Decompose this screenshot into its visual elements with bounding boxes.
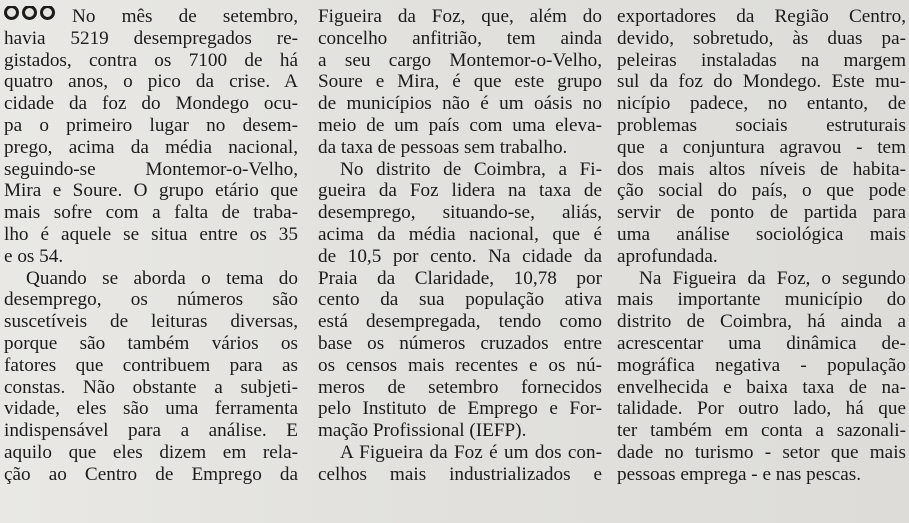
article-column-1 <box>4 6 298 486</box>
text-line: Na Figueira da Foz, o segundo <box>639 267 906 289</box>
text-line: meros de setembro fornecidos <box>318 376 602 398</box>
text-line: vidade, eles são uma ferramenta <box>4 398 298 420</box>
article-opening-line <box>4 6 298 28</box>
text-line: aquilo que eles dizem em rela- <box>4 441 298 463</box>
text-line: peleiras instaladas na margem <box>617 49 906 71</box>
text-line: concelho anfitrião, tem ainda <box>318 27 602 49</box>
article-column-3 <box>617 6 906 486</box>
text-line: suscetíveis de leituras diversas, <box>4 311 298 333</box>
text-line: que a conjuntura agravou - tem <box>617 136 906 158</box>
text-line: fatores que contribuem para as <box>4 354 298 376</box>
text-line: nicípio padece, no entanto, de <box>617 93 906 115</box>
text-line: mais sofre com a falta de traba- <box>4 202 298 224</box>
text-line: cidade da foz do Mondego ocu- <box>4 93 298 115</box>
text-line: ção ao Centro de Emprego da <box>4 463 298 485</box>
text-line: Figueira da Foz, que, além do <box>318 6 602 27</box>
text-line: ção social do país, o que pode <box>617 180 906 202</box>
text-line: acrescentar uma dinâmica de- <box>617 332 906 354</box>
text-line: e os 54. <box>4 245 64 267</box>
text-line: desemprego, os números são <box>4 289 298 311</box>
article-column-2 <box>318 6 602 486</box>
text-line: ter também em conta a sazonali- <box>617 420 906 442</box>
text-line: os censos mais recentes e os nú- <box>318 354 602 376</box>
text-line: lho é aquele se situa entre os 35 <box>4 223 298 245</box>
text-line: Mira e Soure. O grupo etário que <box>4 180 298 202</box>
text-line: Soure e Mira, é que este grupo <box>318 71 602 93</box>
section-bullet-icon <box>4 6 58 26</box>
text-line: devido, sobretudo, às duas pa- <box>617 27 906 49</box>
text-line: prego, acima da média nacional, <box>4 136 298 158</box>
text-line: indispensável para a análise. E <box>4 420 298 442</box>
text-line: No mês de setembro, <box>72 6 298 27</box>
text-line: base os números cruzados entre <box>318 332 602 354</box>
text-line: meio de um país com uma eleva- <box>318 114 602 136</box>
text-line: dade no turismo - setor que mais <box>617 441 906 463</box>
text-line: A Figueira da Foz é um dos con- <box>340 441 602 463</box>
text-line: pa o primeiro lugar no desem- <box>4 114 298 136</box>
text-line: havia 5219 desempregados re- <box>4 27 298 49</box>
text-line: distrito de Coimbra, há ainda a <box>617 311 906 333</box>
text-line: seguindo-se Montemor-o-Velho, <box>4 158 298 180</box>
text-line: Praia da Claridade, 10,78 por <box>318 267 602 289</box>
text-line: de municípios não é um oásis no <box>318 93 602 115</box>
text-line: de 10,5 por cento. Na cidade da <box>318 245 602 267</box>
text-line: cento da sua população ativa <box>318 289 602 311</box>
text-line: gueira da Foz lidera na taxa de <box>318 180 602 202</box>
text-line: mais importante município do <box>617 289 906 311</box>
text-line: está desempregada, tendo como <box>318 311 602 333</box>
text-line: aprofundada. <box>617 245 718 267</box>
text-line: celhos mais industrializados e <box>318 463 602 485</box>
text-line: sul da foz do Mondego. Este mu- <box>617 71 906 93</box>
text-line: dos mais altos níveis de habita- <box>617 158 906 180</box>
text-line: pessoas emprega - e nas pescas. <box>617 463 862 485</box>
text-line: exportadores da Região Centro, <box>617 6 906 27</box>
text-line: uma análise sociológica mais <box>617 223 906 245</box>
text-line: talidade. Por outro lado, há que <box>617 398 906 420</box>
text-line: quatro anos, o pico da crise. A <box>4 71 298 93</box>
text-line: constas. Não obstante a subjeti- <box>4 376 298 398</box>
text-line: envelhecida e baixa taxa de na- <box>617 376 906 398</box>
text-line: a seu cargo Montemor-o-Velho, <box>318 49 602 71</box>
text-line: mação Profissional (IEFP). <box>318 420 527 442</box>
text-line: Quando se aborda o tema do <box>26 267 298 289</box>
text-line: No distrito de Coimbra, a Fi- <box>340 158 602 180</box>
text-line: mográfica negativa - população <box>617 354 906 376</box>
text-line: acima da média nacional, que é <box>318 223 602 245</box>
text-line: pelo Instituto de Emprego e For- <box>318 398 602 420</box>
text-line: da taxa de pessoas sem trabalho. <box>318 136 568 158</box>
text-line: servir de ponto de partida para <box>617 202 906 224</box>
text-line: problemas sociais estruturais <box>617 114 906 136</box>
text-line: porque são também vários os <box>4 332 298 354</box>
text-line: gistados, contra os 7100 de há <box>4 49 298 71</box>
text-line: desemprego, situando-se, aliás, <box>318 202 602 224</box>
